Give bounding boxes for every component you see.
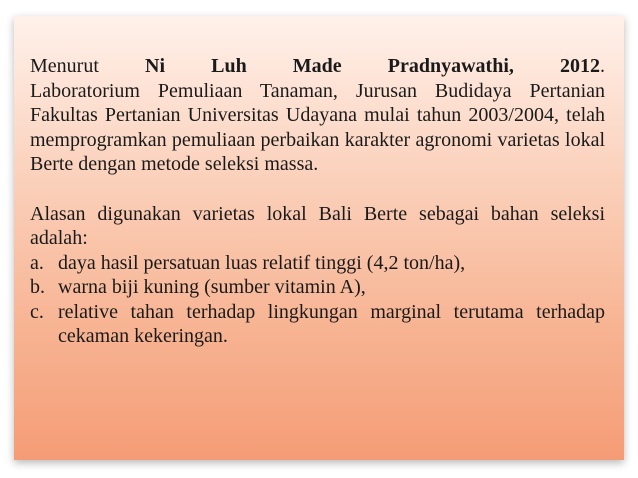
citation-period: . <box>600 55 605 77</box>
list-item <box>30 251 605 276</box>
content-panel <box>14 16 624 460</box>
list-item-text: warna biji kuning (sumber vitamin A), <box>58 276 366 298</box>
list-item <box>30 275 605 300</box>
citation-line <box>30 54 605 79</box>
list-marker: a. <box>30 251 44 274</box>
reasons-list <box>30 251 605 349</box>
citation-body: Laboratorium Pemuliaan Tanaman, Jurusan Budidaya Pertanian Fakultas Pertanian Universitas Udayana mulai tahun 2003/2004, telah memprogramkan pemuliaan perbaikan karakter agronomi varietas lokal Berte dengan metode seleksi massa. <box>30 79 605 175</box>
list-item <box>30 300 605 349</box>
slide-text <box>30 54 605 349</box>
paragraph-spacer <box>30 177 605 202</box>
list-marker: c. <box>30 300 44 323</box>
paragraph-citation <box>30 54 605 177</box>
citation-prefix: Menurut <box>30 55 99 77</box>
list-item-text: relative tahan terhadap lingkungan marginal terutama terhadap cekaman kekeringan. <box>58 300 605 347</box>
list-item-text: daya hasil persatuan luas relatif tinggi (4,2 ton/ha), <box>58 251 466 274</box>
citation-author: Ni Luh Made Pradnyawathi, 2012 <box>145 55 600 77</box>
list-marker: b. <box>30 276 45 298</box>
paragraph-reasons-intro: Alasan digunakan varietas lokal Bali Berte sebagai bahan seleksi adalah: <box>30 202 605 249</box>
